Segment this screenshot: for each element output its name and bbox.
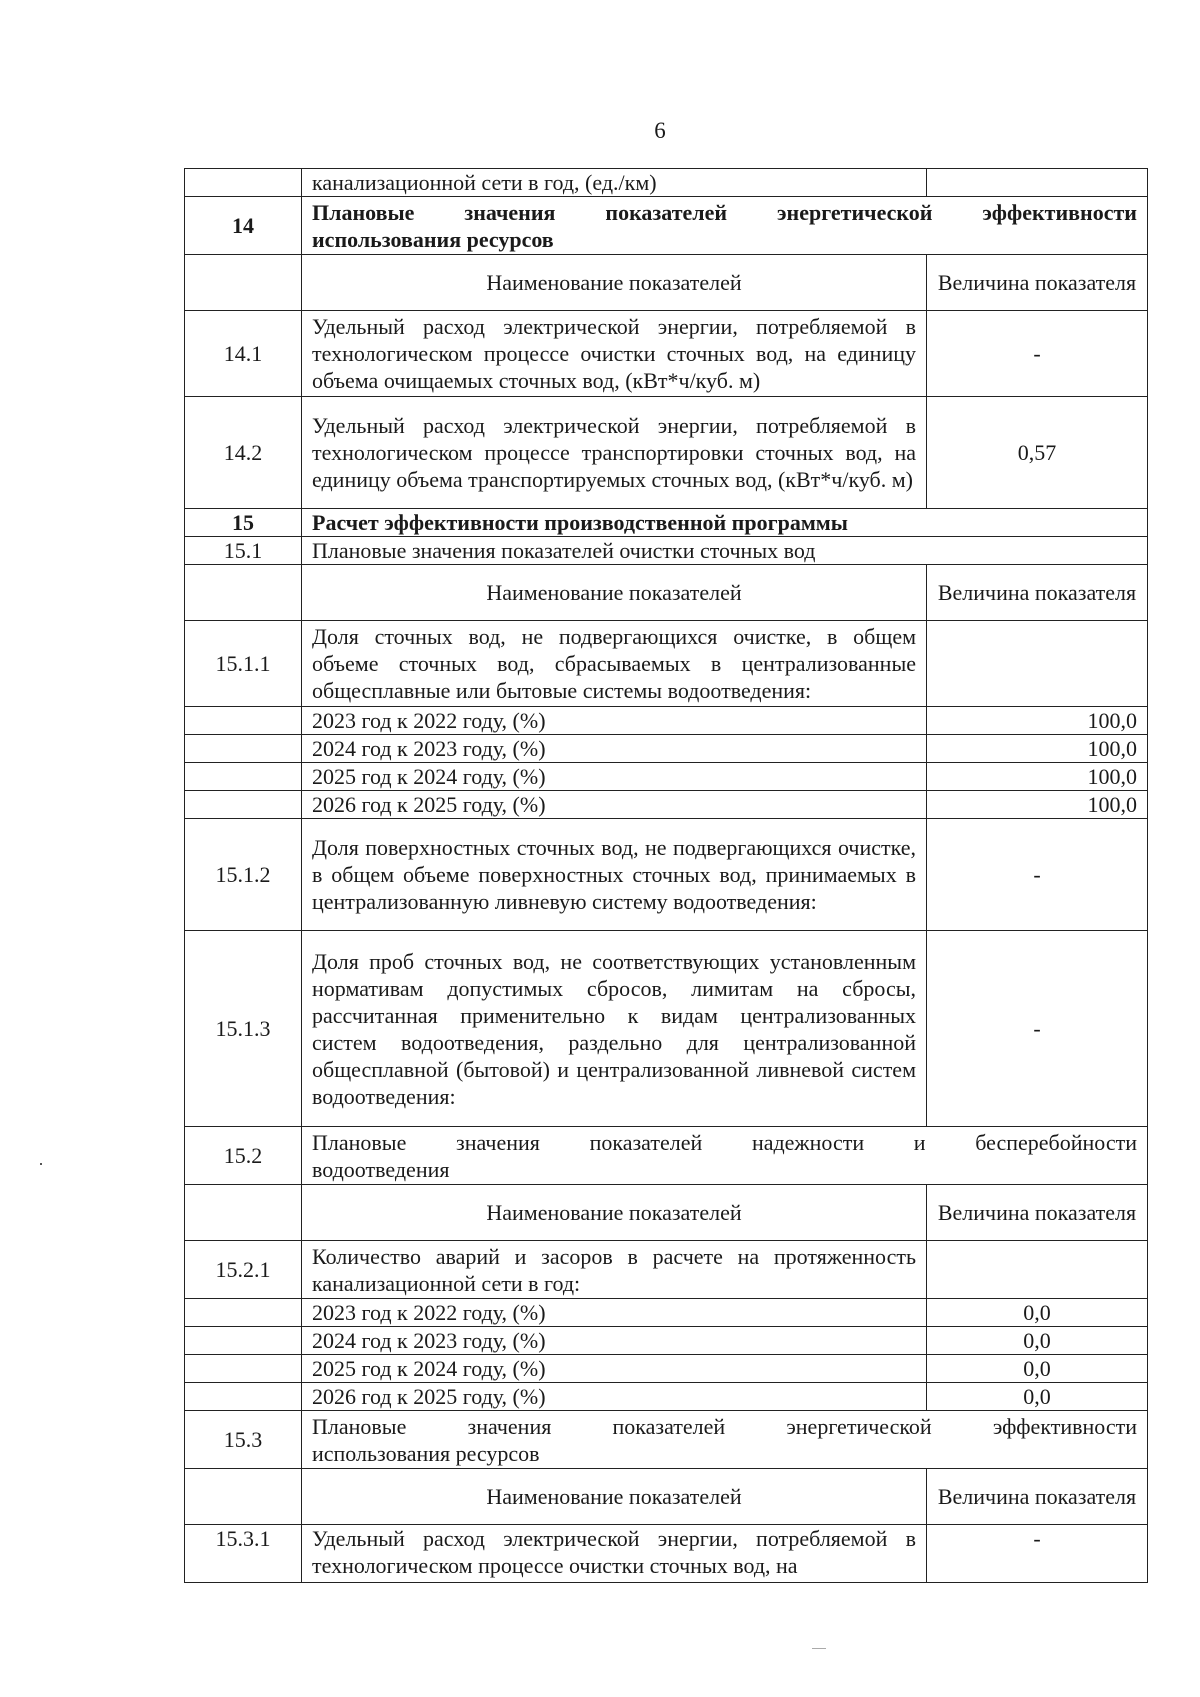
page-number: 6 — [654, 118, 666, 143]
subsection-number: 15.2 — [185, 1127, 302, 1185]
row-number — [185, 1327, 302, 1355]
section-number: 14 — [185, 197, 302, 255]
row-number — [185, 1299, 302, 1327]
section-title-line: использования ресурсов — [312, 226, 554, 252]
subsection-title-word: Плановые — [312, 1413, 407, 1439]
section-title-word: Плановые — [312, 199, 415, 225]
subsection-title-word: значения — [467, 1413, 552, 1439]
row-value: - — [927, 1525, 1148, 1583]
subsection-row — [185, 537, 1148, 565]
table-row — [185, 311, 1148, 397]
section-title-word: показателей — [605, 199, 728, 225]
year-row — [185, 791, 1148, 819]
year-value: 0,0 — [927, 1355, 1148, 1383]
table-row — [185, 1525, 1148, 1583]
row-value — [927, 1241, 1148, 1299]
row-number — [185, 763, 302, 791]
subsection-title — [302, 1127, 1148, 1185]
year-row — [185, 735, 1148, 763]
year-text: 2024 год к 2023 году, (%) — [302, 1327, 927, 1355]
table-row — [185, 169, 1148, 197]
row-number — [185, 791, 302, 819]
header-row — [185, 1469, 1148, 1525]
subsection-title-word: бесперебойности — [975, 1129, 1137, 1155]
year-value: 100,0 — [927, 707, 1148, 735]
row-text: Доля сточных вод, не подвергающихся очистке, в общем объеме сточных вод, сбрасываемых в централизованные общесплавные или бытовые системы водоотведения: — [302, 621, 927, 707]
row-number — [185, 707, 302, 735]
year-text: 2025 год к 2024 году, (%) — [302, 763, 927, 791]
year-text: 2023 год к 2022 году, (%) — [302, 707, 927, 735]
row-text: Удельный расход электрической энергии, потребляемой в технологическом процессе транспортировки сточных вод, на единицу объема транспортируемых сточных вод, (кВт*ч/куб. м) — [302, 397, 927, 509]
row-value: - — [927, 819, 1148, 931]
row-number: 14.1 — [185, 311, 302, 397]
section-title — [302, 197, 1148, 255]
year-text: 2024 год к 2023 году, (%) — [302, 735, 927, 763]
row-number: 15.3.1 — [185, 1525, 302, 1583]
header-name: Наименование показателей — [302, 1185, 927, 1241]
subsection-title: Плановые значения показателей очистки сточных вод — [302, 537, 1148, 565]
row-value: - — [927, 931, 1148, 1127]
header-row — [185, 565, 1148, 621]
header-empty — [185, 1185, 302, 1241]
subsection-row — [185, 1127, 1148, 1185]
year-row — [185, 1355, 1148, 1383]
row-number: 15.1.3 — [185, 931, 302, 1127]
row-text: Доля проб сточных вод, не соответствующих установленным нормативам допустимых сбросов, лимитам на сбросы, рассчитанная применительно к видам централизованных систем водоотведения, раздельно для централизованной общесплавной (бытовой) и централизованной ливневой систем водоотведения: — [302, 931, 927, 1127]
year-row — [185, 1327, 1148, 1355]
row-value: - — [927, 311, 1148, 397]
scan-speck — [40, 1163, 42, 1165]
subsection-title-word: показателей — [612, 1413, 726, 1439]
header-value: Величина показателя — [927, 565, 1148, 621]
subsection-number: 15.1 — [185, 537, 302, 565]
row-text: Доля поверхностных сточных вод, не подвергающихся очистке, в общем объеме поверхностных сточных вод, принимаемых в централизованную ливневую систему водоотведения: — [302, 819, 927, 931]
year-text: 2026 год к 2025 году, (%) — [302, 791, 927, 819]
section-row — [185, 197, 1148, 255]
year-row — [185, 1383, 1148, 1411]
section-row — [185, 509, 1148, 537]
row-text: канализационной сети в год, (ед./км) — [302, 169, 927, 197]
header-empty — [185, 1469, 302, 1525]
section-number: 15 — [185, 509, 302, 537]
section-title: Расчет эффективности производственной программы — [302, 509, 1148, 537]
row-number — [185, 169, 302, 197]
row-text: Количество аварий и засоров в расчете на протяженность канализационной сети в год: — [302, 1241, 927, 1299]
row-number: 15.2.1 — [185, 1241, 302, 1299]
row-text: Удельный расход электрической энергии, потребляемой в технологическом процессе очистки сточных вод, на единицу объема очищаемых сточных вод, (кВт*ч/куб. м) — [302, 311, 927, 397]
subsection-title-word: энергетической — [786, 1413, 932, 1439]
subsection-title-word: Плановые — [312, 1129, 407, 1155]
indicators-table — [184, 168, 1148, 1583]
year-value: 100,0 — [927, 791, 1148, 819]
year-text: 2025 год к 2024 году, (%) — [302, 1355, 927, 1383]
subsection-title-line: использования ресурсов — [312, 1440, 540, 1466]
year-text: 2026 год к 2025 году, (%) — [302, 1383, 927, 1411]
row-number — [185, 735, 302, 763]
year-row — [185, 1299, 1148, 1327]
header-name: Наименование показателей — [302, 1469, 927, 1525]
header-name: Наименование показателей — [302, 255, 927, 311]
row-number: 14.2 — [185, 397, 302, 509]
section-title-word: энергетической — [777, 199, 933, 225]
subsection-title-line: водоотведения — [312, 1156, 450, 1182]
subsection-title — [302, 1411, 1148, 1469]
subsection-title-word: и — [913, 1129, 926, 1155]
subsection-title-word: эффективности — [992, 1413, 1137, 1439]
table-row — [185, 819, 1148, 931]
header-name: Наименование показателей — [302, 565, 927, 621]
row-value: 0,57 — [927, 397, 1148, 509]
subsection-title-word: надежности — [751, 1129, 865, 1155]
table-row — [185, 1241, 1148, 1299]
header-value: Величина показателя — [927, 255, 1148, 311]
row-number — [185, 1355, 302, 1383]
subsection-number: 15.3 — [185, 1411, 302, 1469]
header-value: Величина показателя — [927, 1185, 1148, 1241]
header-row — [185, 1185, 1148, 1241]
header-empty — [185, 255, 302, 311]
header-empty — [185, 565, 302, 621]
year-value: 0,0 — [927, 1383, 1148, 1411]
year-row — [185, 763, 1148, 791]
row-number: 15.1.1 — [185, 621, 302, 707]
row-value — [927, 169, 1148, 197]
year-value: 0,0 — [927, 1327, 1148, 1355]
table-row — [185, 397, 1148, 509]
header-value: Величина показателя — [927, 1469, 1148, 1525]
year-value: 100,0 — [927, 735, 1148, 763]
year-text: 2023 год к 2022 году, (%) — [302, 1299, 927, 1327]
scan-speck — [812, 1648, 826, 1649]
row-number — [185, 1383, 302, 1411]
table-row — [185, 931, 1148, 1127]
year-value: 100,0 — [927, 763, 1148, 791]
row-number: 15.1.2 — [185, 819, 302, 931]
section-title-word: эффективности — [982, 199, 1137, 225]
section-title-word: значения — [464, 199, 556, 225]
table-row — [185, 621, 1148, 707]
row-text: Удельный расход электрической энергии, потребляемой в технологическом процессе очистки сточных вод, на — [302, 1525, 927, 1583]
year-value: 0,0 — [927, 1299, 1148, 1327]
subsection-row — [185, 1411, 1148, 1469]
year-row — [185, 707, 1148, 735]
subsection-title-word: значения — [456, 1129, 540, 1155]
header-row — [185, 255, 1148, 311]
subsection-title-word: показателей — [589, 1129, 703, 1155]
row-value — [927, 621, 1148, 707]
